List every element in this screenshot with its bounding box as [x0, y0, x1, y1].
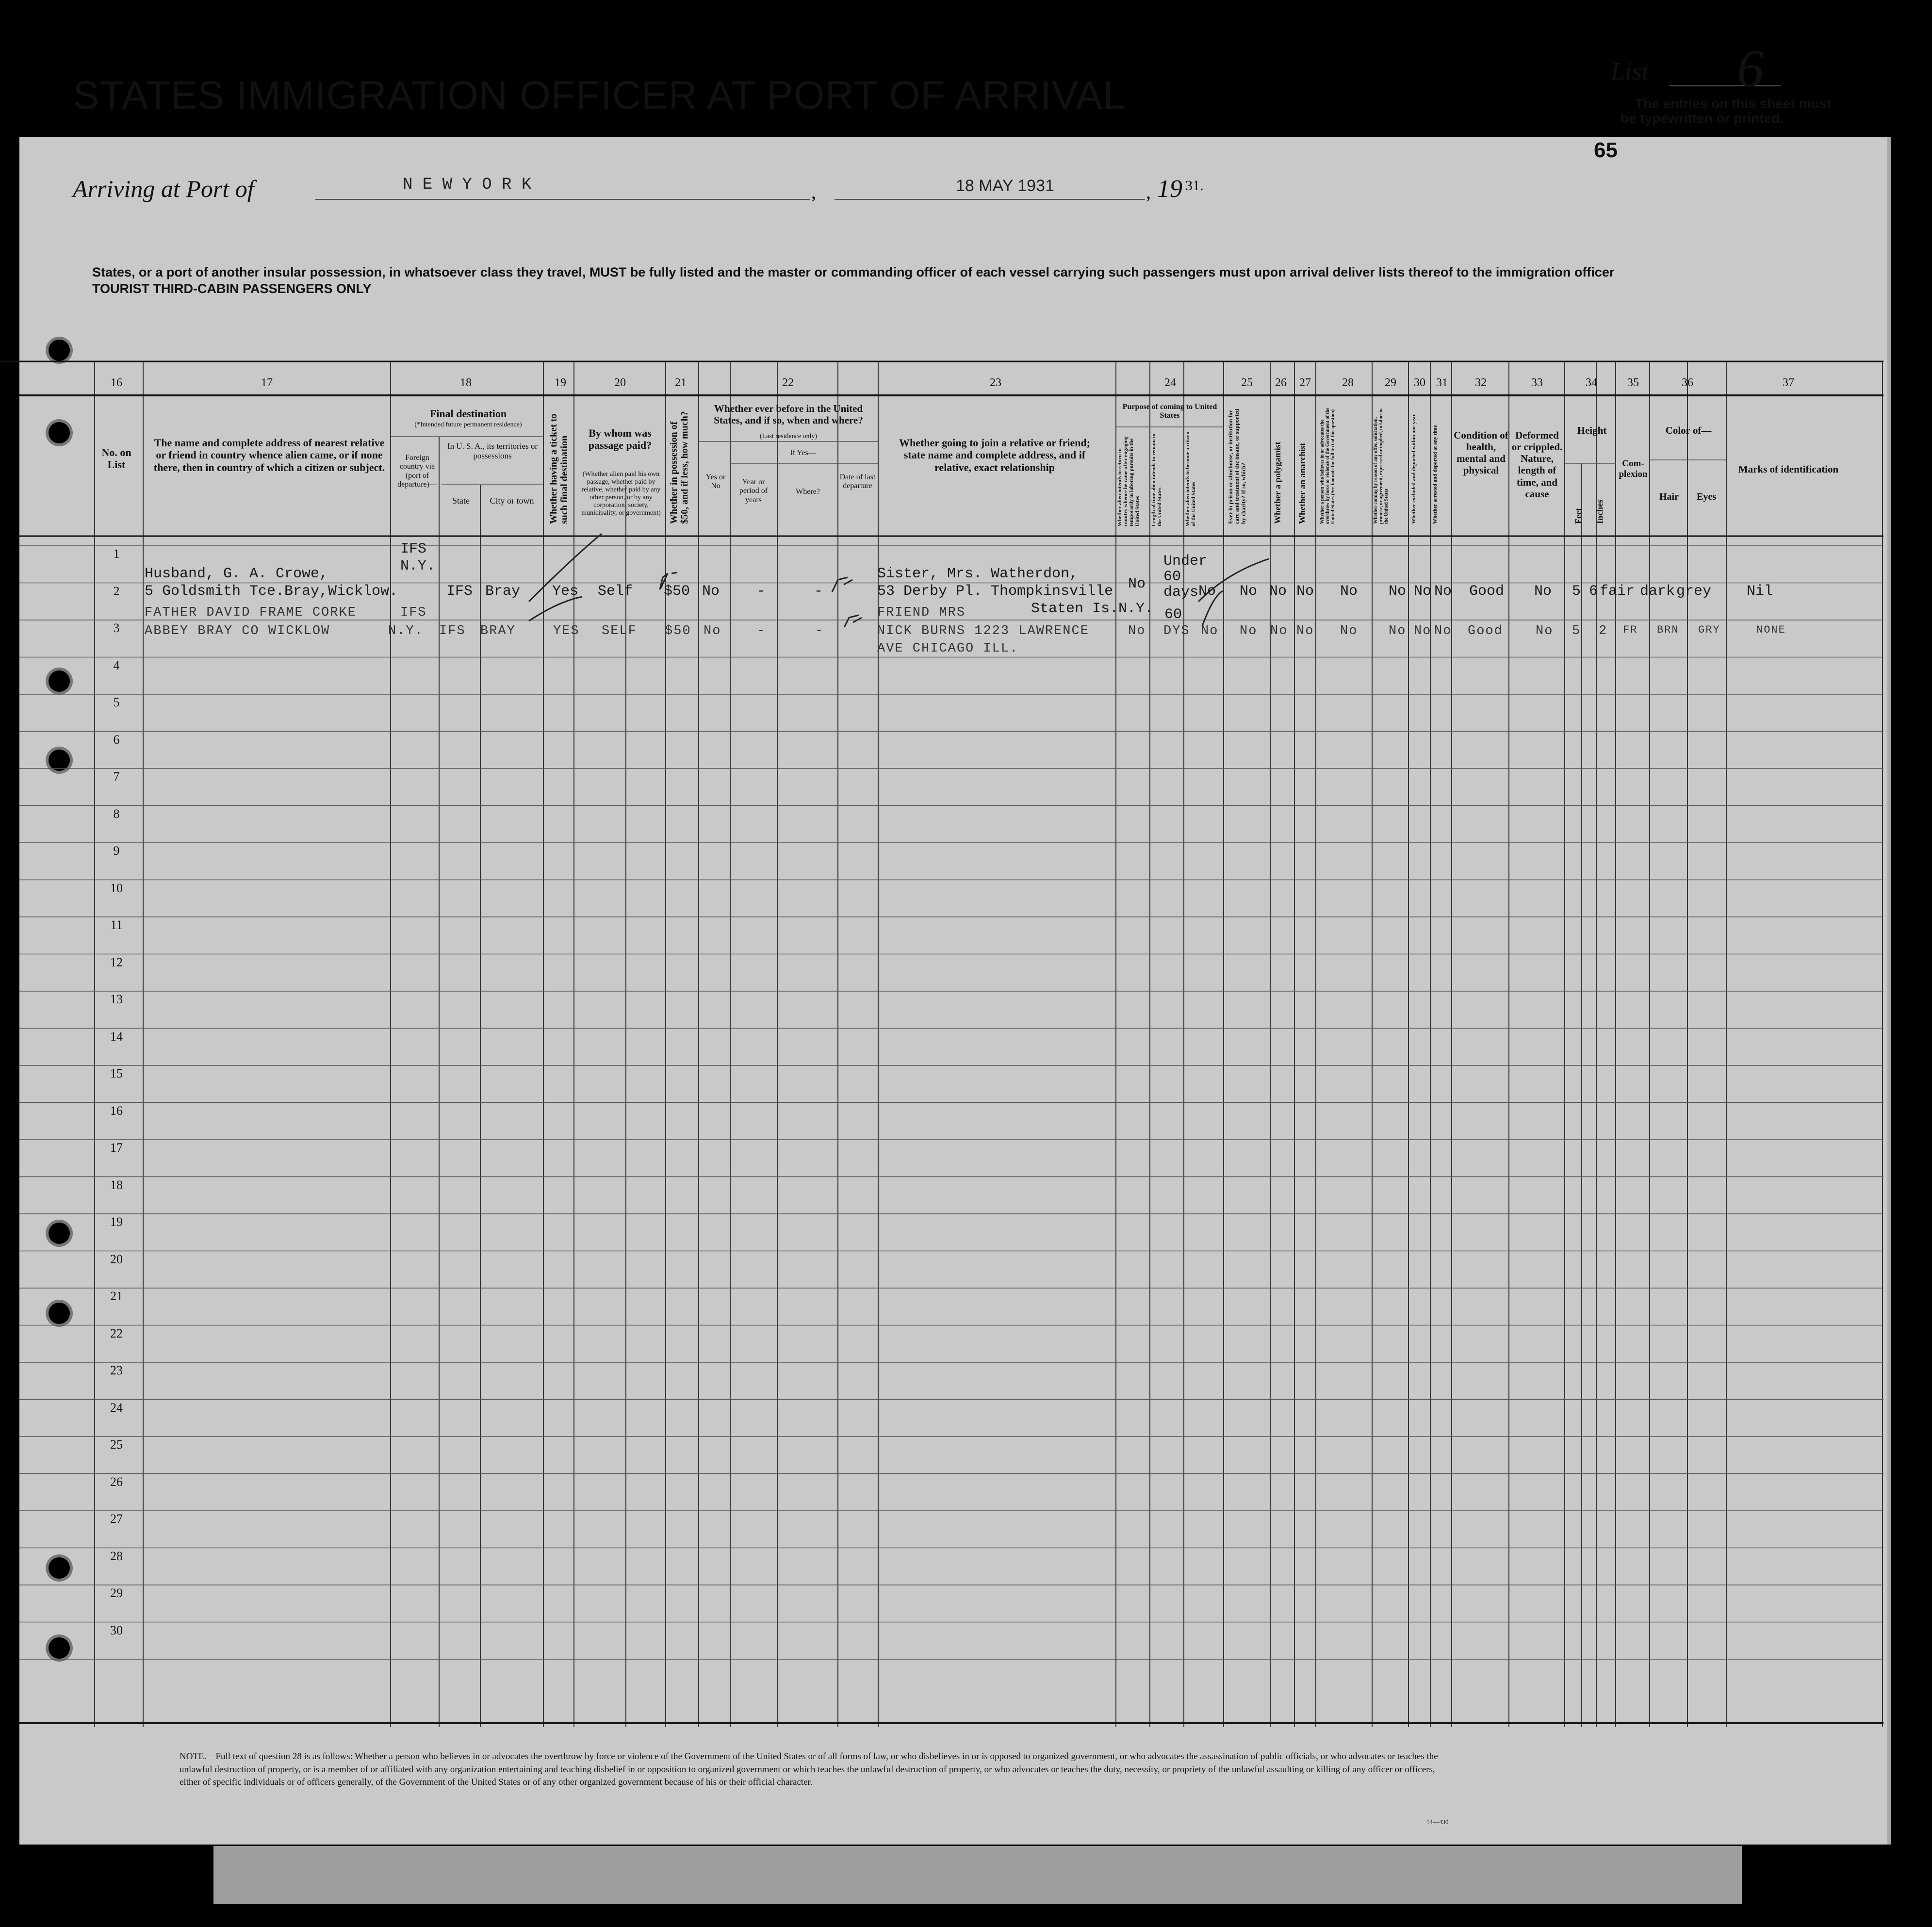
- row-number: 5: [113, 695, 120, 709]
- row-number: 24: [110, 1400, 123, 1415]
- row1-ever-before: No: [702, 583, 720, 600]
- row2-foreign-port: N.Y.: [388, 624, 424, 638]
- row2-join: FRIEND MRS: [877, 605, 966, 620]
- hdr-final-destination: Final destination: [429, 408, 507, 420]
- colnum-17: 17: [261, 376, 273, 389]
- row1-where: -: [814, 583, 823, 600]
- row2-return: No: [1128, 624, 1146, 638]
- row1-paid-by: Self: [598, 583, 633, 600]
- year-prefix: 19: [1157, 175, 1182, 203]
- row1-prison: No: [1240, 583, 1258, 600]
- list-label: List: [1611, 58, 1649, 85]
- row1-polygamist: No: [1269, 583, 1287, 600]
- sheet-code: 65: [1594, 138, 1618, 162]
- row2-foreign-country: IFS: [400, 605, 427, 620]
- row2-q28: No: [1340, 624, 1358, 638]
- hdr-q30: Whether excluded and deported within one year: [1411, 414, 1417, 524]
- row-number: 28: [110, 1549, 123, 1563]
- colnum-18: 18: [460, 376, 472, 389]
- row2-paid-by: SELF: [602, 624, 637, 638]
- hdr-ever-before: Whether ever before in the United States, and if so, when and where?: [714, 403, 863, 426]
- row-number: 26: [110, 1474, 123, 1489]
- row1-years: -: [757, 583, 766, 600]
- row-number: 1: [113, 547, 120, 561]
- hdr-q31: Whether arrested and deported at any time: [1432, 425, 1438, 524]
- row1-q28: No: [1340, 583, 1358, 600]
- arriving-label: Arriving at Port of: [73, 175, 254, 202]
- row1-relative: Husband, G. A. Crowe,: [145, 566, 328, 582]
- hdr-height: Height: [1577, 425, 1607, 436]
- colnum-31: 31: [1436, 376, 1448, 389]
- row1-join-city: Staten Is.N.Y.: [1031, 601, 1154, 617]
- class-line: TOURIST THIRD-CABIN PASSENGERS ONLY: [92, 281, 372, 296]
- row2-prison: No: [1240, 624, 1258, 638]
- row2-relative-address: ABBEY BRAY CO WICKLOW: [145, 624, 330, 638]
- row-number: 23: [110, 1363, 123, 1377]
- row2-polygamist: No: [1270, 624, 1288, 638]
- row1-deformed: No: [1534, 583, 1552, 600]
- row-number: 9: [113, 844, 120, 858]
- row2-deformed: No: [1536, 624, 1554, 638]
- row-number: 11: [110, 918, 123, 932]
- row2-ever-before: No: [704, 624, 721, 638]
- row1-q29: No: [1389, 583, 1407, 600]
- hdr-hair: Hair: [1659, 491, 1679, 502]
- colnum-24: 24: [1164, 376, 1176, 389]
- colnum-32: 32: [1475, 376, 1487, 389]
- form-title: STATES IMMIGRATION OFFICER AT PORT OF ARRIVAL: [73, 73, 1126, 117]
- hdr-inches: Inches: [1595, 499, 1605, 524]
- row-number: 19: [110, 1215, 123, 1229]
- row-number: 22: [110, 1326, 123, 1340]
- row1-length-a: Under: [1163, 553, 1208, 570]
- row2-feet: 5: [1572, 624, 1581, 638]
- row1-eyes: grey: [1676, 583, 1712, 600]
- row1-health: Good: [1469, 583, 1505, 600]
- hdr-polygamist: Whether a polygamist: [1273, 441, 1282, 524]
- hdr-q29: Whether coming by reason of any offer, solicitation, promise, or agreement, expressed or implied, to labor in the United States: [1373, 408, 1389, 524]
- form-number: 14—430: [1426, 1818, 1449, 1826]
- arrival-date: 18 MAY 1931: [956, 177, 1054, 195]
- row2-length-b: DYS: [1163, 624, 1190, 638]
- row-number: 30: [110, 1623, 123, 1637]
- row1-join-address: 53 Derby Pl. Thompkinsville: [877, 583, 1113, 600]
- colnum-35: 35: [1627, 376, 1639, 389]
- row-number: 14: [110, 1029, 123, 1044]
- row2-q29: No: [1389, 624, 1407, 638]
- year-suffix: 31.: [1185, 178, 1204, 194]
- hdr-if-yes: If Yes—: [790, 449, 816, 457]
- row1-marks: Nil: [1747, 583, 1773, 600]
- hdr-passage-paid: By whom was passage paid?: [588, 427, 652, 452]
- hdr-complexion: Com-plexion: [1619, 458, 1648, 479]
- colnum-33: 33: [1531, 376, 1543, 389]
- row-number: 3: [113, 621, 120, 635]
- row2-anarchist: No: [1296, 624, 1314, 638]
- colnum-19: 19: [555, 376, 566, 389]
- list-number: 6: [1737, 39, 1764, 98]
- typewritten-note-1: The entries on this sheet must: [1635, 96, 1832, 111]
- row-number: 7: [113, 769, 120, 784]
- row2-where: -: [815, 624, 824, 638]
- row2-money: $50: [665, 624, 691, 638]
- row2-years: -: [757, 624, 766, 638]
- row1-feet: 5: [1572, 583, 1581, 600]
- row2-citizen: No: [1201, 624, 1219, 638]
- row-number: 2: [113, 584, 120, 598]
- hdr-final-destination-note: (*Intended future permanent residence): [414, 421, 522, 428]
- hdr-state: State: [452, 496, 470, 506]
- row2-city: BRAY: [480, 624, 516, 638]
- colnum-21: 21: [675, 376, 687, 389]
- hdr-purpose-a: Whether alien intends to return to country whence he came after engaging temporarily in laboring pursuits in the United States: [1117, 436, 1141, 526]
- hdr-color-of: Color of—: [1665, 425, 1712, 436]
- row1-relative-address: 5 Goldsmith Tce.Bray,Wicklow.: [145, 583, 398, 600]
- row-number: 17: [110, 1141, 123, 1155]
- hdr-eyes: Eyes: [1697, 491, 1716, 502]
- hdr-nearest-relative: The name and complete address of nearest relative or friend in country whence alien came, or if none there, then in country of which a citizen or subject.: [153, 437, 385, 474]
- hdr-prison: Ever in prison or almshouse, or institution for care and treatment of the insane, or supported by charity? If so, which?: [1227, 408, 1247, 524]
- row2-relative: FATHER DAVID FRAME CORKE: [145, 605, 357, 620]
- row1-length-b: 60: [1163, 569, 1181, 585]
- row1-ticket: Yes: [552, 583, 579, 600]
- intro-line: States, or a port of another insular possession, in whatsoever class they travel, MUST be fully listed and the master or commanding officer of each vessel carrying such passengers must upon arrival deliver lists thereof to the immigration officer: [92, 265, 1615, 279]
- colnum-27: 27: [1299, 376, 1311, 389]
- colnum-29: 29: [1385, 376, 1396, 389]
- hdr-city: City or town: [490, 496, 534, 506]
- hdr-feet: Feet: [1573, 508, 1583, 524]
- hdr-purpose-b: Length of time alien intends to remain in the United States: [1151, 433, 1163, 526]
- colnum-30: 30: [1414, 376, 1425, 389]
- row2-marks: NONE: [1756, 624, 1786, 636]
- colnum-26: 26: [1275, 376, 1287, 389]
- row-number: 8: [113, 806, 120, 821]
- row2-ticket: YES: [553, 624, 580, 638]
- row1-join: Sister, Mrs. Watherdon,: [877, 566, 1079, 582]
- row2-q30: No: [1414, 624, 1432, 638]
- row1-q30: No: [1414, 583, 1432, 600]
- colnum-25: 25: [1241, 376, 1253, 389]
- row1-complexion: fair: [1600, 583, 1635, 600]
- row2-join-address: NICK BURNS 1223 LAWRENCE: [877, 624, 1089, 638]
- row2-state: IFS: [439, 624, 466, 638]
- colnum-20: 20: [614, 376, 626, 389]
- row-number: 10: [110, 881, 123, 895]
- colnum-34: 34: [1586, 376, 1597, 389]
- hdr-foreign-country: Foreign country via (port of departure)—: [397, 454, 437, 489]
- colnum-16: 16: [111, 376, 122, 389]
- row-number: 4: [113, 658, 120, 672]
- hdr-yes-no: Yes or No: [705, 473, 726, 490]
- hdr-join-relative: Whether going to join a relative or friend; state name and complete address, and if relative, exact relationship: [899, 437, 1091, 474]
- row-number: 6: [113, 732, 120, 747]
- row-number: 25: [110, 1437, 123, 1452]
- row1-city: Bray: [485, 583, 521, 600]
- row1-return: No: [1128, 576, 1146, 592]
- typewritten-note-2: be typewritten or printed.: [1621, 111, 1784, 126]
- row-number: 16: [110, 1103, 123, 1118]
- row1-state: IFS: [446, 583, 473, 600]
- hdr-no-on-list: No. on List: [101, 446, 131, 471]
- colnum-23: 23: [990, 376, 1001, 389]
- colnum-28: 28: [1342, 376, 1354, 389]
- hdr-where: Where?: [796, 488, 820, 496]
- hdr-date-last-departure: Date of last departure: [839, 473, 876, 490]
- hdr-purpose: Purpose of coming to United States: [1122, 403, 1217, 420]
- row2-join-city: AVE CHICAGO ILL.: [877, 641, 1019, 656]
- hdr-purpose-c: Whether alien intends to become a citizen of the United States: [1185, 431, 1197, 526]
- row1-length-c: days: [1163, 584, 1199, 601]
- row1-hair: dark: [1640, 583, 1675, 600]
- hdr-health: Condition of health, mental and physical: [1454, 429, 1508, 476]
- colnum-36: 36: [1682, 376, 1693, 389]
- hdr-possession: Whether in possession of $50, and if less, how much?: [669, 411, 690, 524]
- row-number: 13: [110, 992, 123, 1006]
- row1-anarchist: No: [1296, 583, 1314, 600]
- row-number: 18: [110, 1177, 123, 1192]
- hdr-year-period: Year or period of years: [739, 478, 768, 504]
- row2-length-a: 60: [1164, 606, 1182, 623]
- row-number: 20: [110, 1252, 123, 1266]
- row-number: 12: [110, 955, 123, 969]
- row1-foreign-country: IFS: [400, 541, 427, 557]
- hdr-ticket: Whether having a ticket to such final destination: [548, 413, 570, 524]
- row-number: 21: [110, 1289, 123, 1303]
- row2-hair: BRN: [1657, 624, 1679, 636]
- hdr-q28: Whether a person who believes in or advocates the overthrow by force or violence of the Government of the United States (See footnote for full text of this question): [1320, 408, 1336, 524]
- hdr-marks: Marks of identification: [1738, 463, 1839, 475]
- row1-citizen: No: [1198, 583, 1216, 600]
- row2-health: Good: [1468, 624, 1503, 638]
- row1-money: $50: [664, 583, 690, 600]
- row-number: 29: [110, 1586, 123, 1600]
- row2-q31: No: [1434, 624, 1452, 638]
- colnum-37: 37: [1783, 376, 1794, 389]
- row1-inches: 6: [1589, 583, 1598, 600]
- row2-complexion: FR: [1623, 624, 1638, 636]
- footnote-question-28: NOTE.—Full text of question 28 is as follows: Whether a person who believes in or advocates the overthrow by force or violence of the Government of the United States or of all forms of law, or who disbelieves in or is opposed to organized government, or who advocates the assassination of public officials, or who advocates or teaches the unlawful destruction of property, or is a member of or affiliated with any organization entertaining and teaching disbelief in or opposition to organized government or which teaches the unlawful destruction of property, or who advocates or teaches the duty, necessity, or propriety of the unlawful assaulting or killing of any officer or officers, either of specific individuals or of officers generally, of the Government of the United States or of any other organized government because of his or their official character.: [180, 1751, 1438, 1788]
- hdr-anarchist: Whether an anarchist: [1297, 442, 1307, 524]
- row2-eyes: GRY: [1698, 624, 1720, 636]
- row1-q31: No: [1434, 583, 1452, 600]
- row-number: 27: [110, 1512, 123, 1526]
- hdr-passage-paid-note: (Whether alien paid his own passage, whether paid by relative, whether paid by any other person, or by any corporation, society, municipality, or government): [581, 471, 661, 517]
- hdr-in-usa: In U. S. A., its territories or possessions: [447, 441, 538, 460]
- row1-foreign-port: N.Y.: [400, 558, 436, 574]
- colnum-22: 22: [782, 376, 794, 389]
- row-number: 15: [110, 1066, 123, 1080]
- port-of-arrival: N E W Y O R K: [403, 176, 532, 194]
- hdr-deformed: Deformed or crippled. Nature, length of time, and cause: [1511, 429, 1563, 500]
- hdr-last-residence: (Last residence only): [759, 433, 818, 440]
- row2-inches: 2: [1599, 624, 1608, 638]
